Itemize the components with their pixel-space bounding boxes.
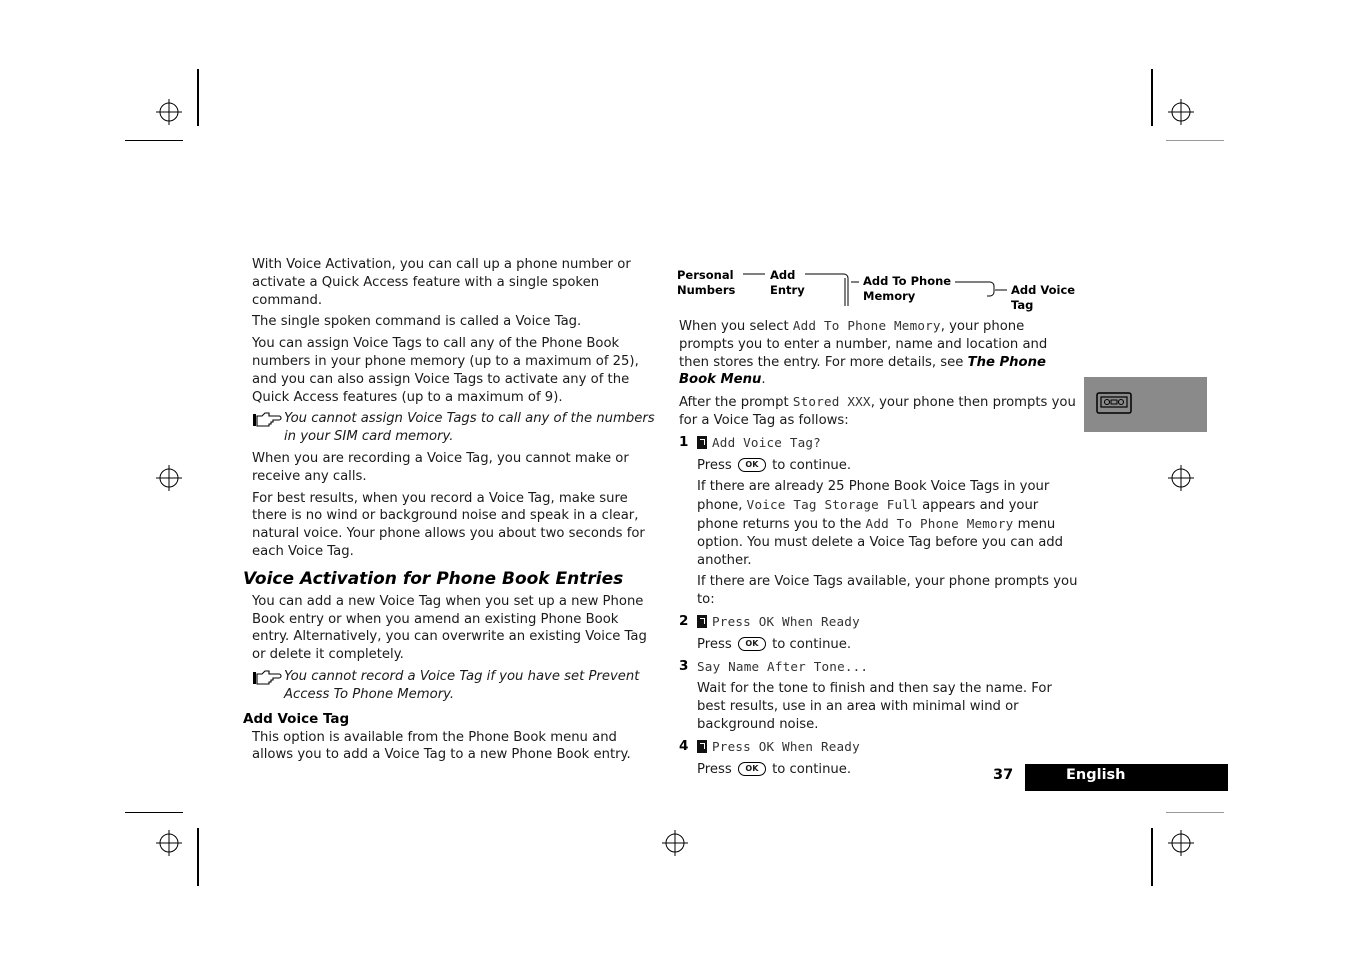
menu-item-personal-numbers: Personal Numbers xyxy=(677,268,736,297)
step-number: 2 xyxy=(679,612,689,629)
subheading: Add Voice Tag xyxy=(243,710,350,727)
registration-mark-icon xyxy=(156,465,182,491)
phone-display-icon xyxy=(697,436,707,449)
crop-mark xyxy=(125,812,183,813)
phone-display-icon xyxy=(697,615,707,628)
menu-path xyxy=(677,268,1087,314)
display-text: Add Voice Tag? xyxy=(712,434,821,450)
step-2 xyxy=(679,613,1079,632)
crop-mark xyxy=(1166,140,1224,141)
tone-paragraph: Wait for the tone to finish and then say the name. For best results, use in an area with minimal wind or background noise. xyxy=(697,681,1052,732)
registration-mark-icon xyxy=(1168,99,1194,125)
press-ok-instruction: Press OK to continue. xyxy=(697,457,852,473)
section-tab xyxy=(1084,377,1207,432)
left-column xyxy=(243,256,655,764)
pointing-hand-icon xyxy=(252,411,282,427)
pointing-hand-icon xyxy=(252,669,282,685)
registration-mark-icon xyxy=(1168,465,1194,491)
page-number: 37 xyxy=(993,767,1014,783)
note xyxy=(252,410,655,446)
cross-reference: The Phone Book Menu xyxy=(679,354,1046,388)
intro-paragraph: With Voice Activation, you can call up a phone number or activate a Quick Access feature with a single spoken command. xyxy=(252,257,631,308)
menu-item-add-voice-tag: Add Voice Tag xyxy=(1011,283,1076,312)
ok-key-icon: OK xyxy=(738,762,766,776)
step-4 xyxy=(679,738,1079,757)
registration-mark-icon xyxy=(156,99,182,125)
section-heading: Voice Activation for Phone Book Entries xyxy=(243,568,624,589)
available-paragraph: If there are Voice Tags available, your phone prompts you to: xyxy=(697,574,1078,608)
step-number: 1 xyxy=(679,433,689,450)
intro-paragraph: The single spoken command is called a Voice Tag. xyxy=(252,314,582,330)
press-ok-instruction: Press OK to continue. xyxy=(697,636,852,652)
registration-mark-icon xyxy=(1168,830,1194,856)
step-3 xyxy=(679,658,1079,677)
crop-mark xyxy=(1166,812,1224,813)
crop-mark xyxy=(197,69,199,126)
step-number: 3 xyxy=(679,657,689,674)
press-ok-instruction: Press OK to continue. xyxy=(697,761,852,777)
step-1 xyxy=(679,434,1079,453)
prompt-paragraph: After the prompt Stored XXX, your phone then prompts you for a Voice Tag as follows: xyxy=(679,394,1076,428)
note-text: You cannot assign Voice Tags to call any of the numbers in your SIM card memory. xyxy=(284,411,655,445)
crop-mark xyxy=(197,828,199,886)
display-text: Press OK When Ready xyxy=(712,738,860,754)
step-number: 4 xyxy=(679,737,689,754)
menu-item-add-entry: Add Entry xyxy=(770,268,805,297)
note-text: You cannot record a Voice Tag if you have set Prevent Access To Phone Memory. xyxy=(284,668,640,702)
phone-display-icon xyxy=(697,740,707,753)
add-paragraph: You can add a new Voice Tag when you set up a new Phone Book entry or when you amend an existing Phone Book entry. Alternatively, you can overwrite an existing Voice Tag or delete it completely. xyxy=(252,593,647,663)
storage-full-paragraph: If there are already 25 Phone Book Voice Tags in your phone, Voice Tag Storage Full appears and your phone returns you to the Add To Phone Memory menu option. You must delete a Voice Tag before you can add another. xyxy=(697,479,1064,568)
best-results-paragraph: For best results, when you record a Voice Tag, make sure there is no wind or background noise and speak in a clear, natural voice. Your phone allows you about two seconds for each Voice Tag. xyxy=(252,490,645,559)
select-paragraph: When you select Add To Phone Memory, your phone prompts you to enter a number, name and location and then stores the entry. For more details, see The Phone Book Menu. xyxy=(679,318,1048,388)
display-text: Press OK When Ready xyxy=(712,613,860,629)
right-column xyxy=(679,317,1079,778)
ok-key-icon: OK xyxy=(738,637,766,651)
language-bar xyxy=(1025,764,1228,791)
ok-key-icon: OK xyxy=(738,458,766,472)
cassette-icon xyxy=(1096,392,1132,414)
display-text: Say Name After Tone... xyxy=(697,658,869,674)
menu-item-add-to-phone-memory: Add To Phone Memory xyxy=(863,274,952,303)
language-label: English xyxy=(1066,767,1126,783)
recording-paragraph: When you are recording a Voice Tag, you cannot make or receive any calls. xyxy=(252,450,629,484)
option-paragraph: This option is available from the Phone Book menu and allows you to add a Voice Tag to a new Phone Book entry. xyxy=(252,729,631,763)
intro-paragraph: You can assign Voice Tags to call any of the Phone Book numbers in your phone memory (up to a maximum of 25), and you can also assign Voice Tags to activate any of the Quick Access features (up to a maximum of 9). xyxy=(252,336,639,405)
registration-mark-icon xyxy=(156,830,182,856)
note xyxy=(252,668,655,704)
crop-mark xyxy=(1151,69,1153,126)
registration-mark-icon xyxy=(662,830,688,856)
crop-mark xyxy=(125,140,183,141)
crop-mark xyxy=(1151,828,1153,886)
